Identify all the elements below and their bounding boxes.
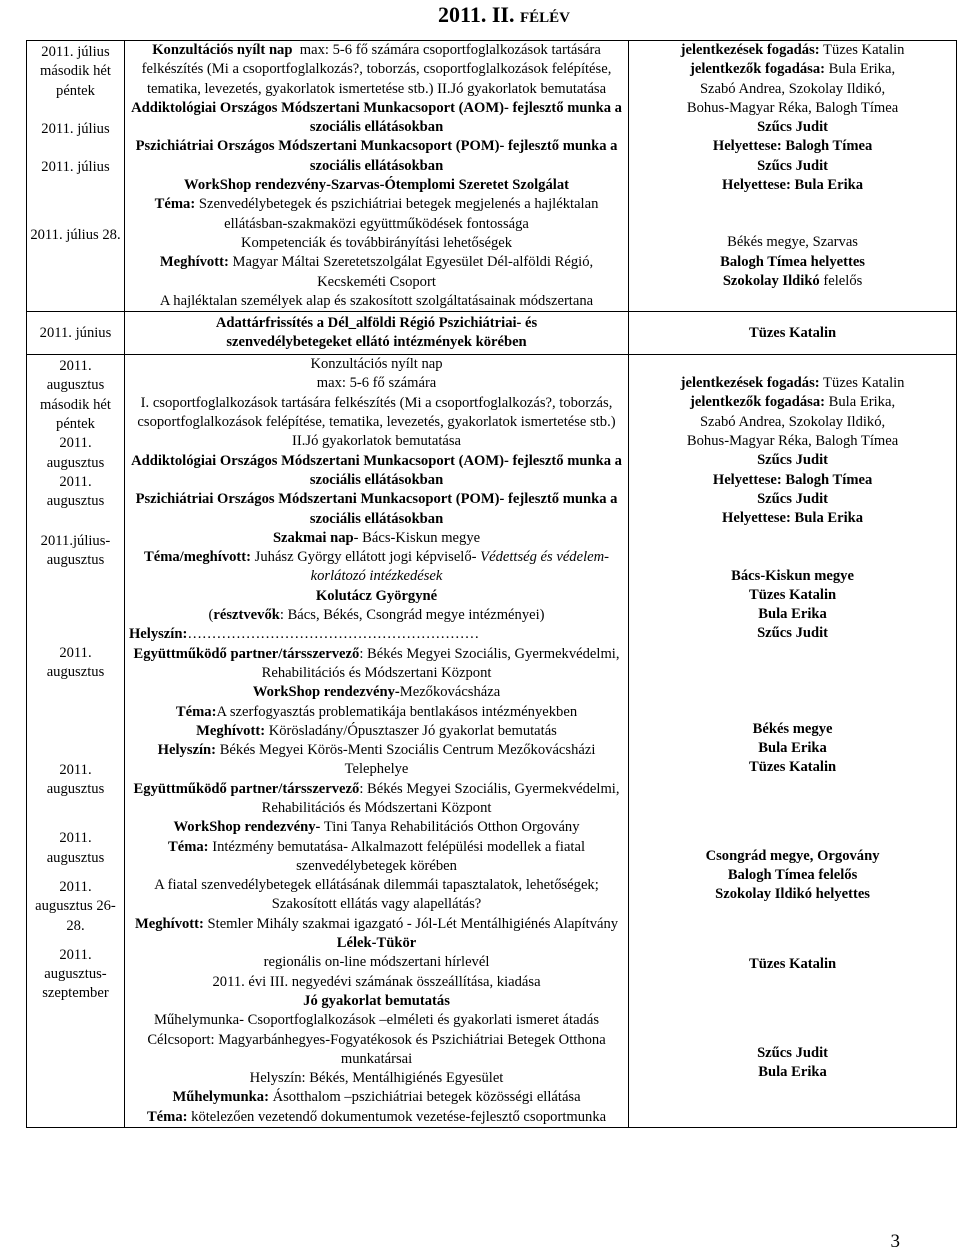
resp-name: Tüzes Katalin bbox=[748, 324, 837, 341]
consult-title: Konzultációs nyílt nap bbox=[152, 42, 293, 58]
aom-text: Addiktológiai Országos Módszertani Munkacsoport (AOM)- fejlesztő munka a szociális ellátásokban bbox=[131, 452, 622, 488]
ws2-title: WorkShop rendezvény- Tini Tanya Rehabilitációs Otthon Orgovány bbox=[173, 819, 580, 836]
tema-text: Szenvedélybetegek és pszichiátriai betegek megjelenés a hajléktalan ellátásban-szakmaközi együttműködések fontossága bbox=[198, 196, 599, 232]
resp-jo: Bula Erika bbox=[758, 1064, 827, 1081]
resp-szakmai: Bula Erika bbox=[758, 606, 827, 623]
resp-szakmai: Bács-Kiskun megye bbox=[731, 567, 854, 584]
consult-title: Konzultációs nyílt nap bbox=[310, 356, 443, 373]
table-row bbox=[27, 355, 957, 1128]
resp-aom-name: Szűcs Judit bbox=[757, 452, 829, 469]
consult-text: I. csoportfoglalkozások tartására felkészítés (Mi a csoportfoglalkozás?, toborzás, csoportfoglalkozások felépítése, tematika, levezetés, gyakorlatok ismertetése stb.) II.Jó gyakorlatok bemutatása bbox=[137, 394, 616, 450]
resp-ws-lead: Szokolay Ildikó felelős bbox=[722, 272, 863, 289]
resp-ws1: Bula Erika bbox=[758, 740, 827, 757]
activity-cell bbox=[124, 41, 628, 312]
resp-ws1: Tüzes Katalin bbox=[748, 759, 837, 776]
date-text: 2011. július bbox=[41, 159, 110, 176]
adattar-text: Adattárfrissítés a Dél_alföldi Régió Pszichiátriai- és szenvedélybetegeket ellátó intézmények körében bbox=[215, 314, 538, 351]
szakmai-partner: Együttműködő partner/társszervező: Békés Megyei Szociális, Gyermekvédelmi, Rehabilitációs és Módszertani Központ bbox=[133, 645, 620, 681]
lelek-sub: regionális on-line módszertani hírlevél bbox=[263, 954, 490, 971]
resp-ws2: Csongrád megye, Orgovány bbox=[705, 847, 880, 864]
date-cell bbox=[27, 312, 125, 355]
resp-ws2: Balogh Tímea felelős bbox=[727, 866, 858, 883]
pom-text: Pszichiátriai Országos Módszertani Munkacsoport (POM)- fejlesztő munka a szociális ellátásokban bbox=[135, 138, 618, 174]
date-cell bbox=[27, 41, 125, 312]
resp-ws1: Békés megye bbox=[752, 720, 833, 737]
ws1-partner: Együttműködő partner/társszervező: Békés Megyei Szociális, Gyermekvédelmi, Rehabilitációs és Módszertani Központ bbox=[133, 780, 620, 816]
page-heading bbox=[404, 0, 604, 33]
page-number: 3 bbox=[890, 1230, 900, 1252]
resp-ws-deputy: Balogh Tímea helyettes bbox=[720, 253, 865, 270]
resp-szakmai: Tüzes Katalin bbox=[748, 586, 837, 603]
resp-aom-deputy: Helyettese: Balogh Tímea bbox=[712, 138, 873, 155]
muhely-line: Műhelymunka: Ásotthalom –pszichiátriai betegek közösségi ellátása bbox=[172, 1089, 581, 1106]
tema-label: Téma: bbox=[154, 196, 196, 213]
jo-title: Jó gyakorlat bemutatás bbox=[303, 992, 450, 1009]
resp-line: Bohus-Magyar Réka, Balogh Tímea bbox=[686, 99, 899, 116]
workshop-tema bbox=[129, 195, 624, 234]
date-text: 2011. augusztus bbox=[46, 761, 105, 798]
heading-sub: FÉLÉV bbox=[519, 10, 570, 26]
resp-aom-name: Szűcs Judit bbox=[757, 119, 829, 136]
kolutacz-name: Kolutácz Györgyné bbox=[315, 587, 438, 604]
ws1-tema: Téma:A szerfogyasztás problematikája bentlakásos intézményekben bbox=[175, 703, 578, 720]
date-text: 2011. augusztus-szeptember bbox=[42, 946, 109, 1002]
date-text: 2011. augusztus 26-28. bbox=[35, 878, 116, 934]
lelek-detail: 2011. évi III. negyedévi számának összeállítása, kiadása bbox=[212, 973, 541, 990]
workshop-title: WorkShop rendezvény-Szarvas-Ótemplomi Szeretet Szolgálat bbox=[184, 177, 569, 194]
resp-line: jelentkezések fogadás: Tüzes Katalin bbox=[680, 42, 905, 58]
meghivott-text: Magyar Máltai Szeretetszolgálat Egyesület Dél-alföldi Régió, Kecskeméti Csoport bbox=[232, 254, 594, 290]
jo-celcsoport: Célcsoport: Magyarbánhegyes-Fogyatékosok és Pszichiátriai Betegek Otthona munkatársai bbox=[147, 1031, 606, 1067]
resp-ws-place: Békés megye, Szarvas bbox=[727, 234, 858, 251]
date-text: 2011. augusztus második hét péntek bbox=[40, 358, 111, 433]
schedule-table bbox=[26, 40, 957, 1128]
resp-pom-name: Szűcs Judit bbox=[757, 157, 829, 174]
resp-lelek: Tüzes Katalin bbox=[748, 955, 837, 972]
date-text: 2011. július 28. bbox=[30, 227, 121, 244]
date-text: 2011.július-augusztus bbox=[40, 532, 111, 568]
consult-max: max: 5-6 fő számára bbox=[316, 375, 437, 392]
resp-pom-deputy: Helyettese: Bula Erika bbox=[722, 510, 864, 527]
date-text: 2011. július második hét péntek bbox=[40, 44, 111, 99]
ws2-meghivott: Meghívott: Stemler Mihály szakmai igazgató - Jól-Lét Mentálhigiénés Alapítvány bbox=[134, 915, 619, 932]
resp-jo: Szűcs Judit bbox=[757, 1044, 829, 1061]
table-row bbox=[27, 41, 957, 312]
date-cell bbox=[27, 355, 125, 1128]
szakmai-tema: Téma/meghívott: Juhász György ellátott jogi képviselő- Védettség és védelem-korlátozó intézkedések bbox=[144, 549, 610, 585]
consult-text: max: 5-6 fő számára csoportfoglalkozások tartására felkészítés (Mi a csoportfoglalkozás?, toborzás, csoportfoglalkozások felépítése, tematika, levezetés, gyakorlatok ismertetése stb.) II.Jó gyakorlatok bemutatása bbox=[141, 42, 612, 97]
resp-line: Szabó Andrea, Szokolay Ildikó, bbox=[699, 80, 886, 97]
activity-cell bbox=[124, 312, 628, 355]
date-text: 2011. augusztus bbox=[46, 830, 105, 866]
aom-text: Addiktológiai Országos Módszertani Munkacsoport (AOM)- fejlesztő munka a szociális ellátásokban bbox=[131, 99, 622, 136]
ws1-title: WorkShop rendezvény-Mezőkovácsháza bbox=[252, 684, 501, 701]
resp-line: jelentkezők fogadása: Bula Erika, bbox=[690, 61, 896, 78]
resp-pom-name: Szűcs Judit bbox=[757, 490, 829, 507]
jo-helyszin: Helyszín: Békés, Mentálhigiénés Egyesület bbox=[249, 1070, 504, 1087]
resp-line: Szabó Andrea, Szokolay Ildikó, bbox=[699, 413, 886, 430]
lelek-title: Lélek-Tükör bbox=[336, 935, 417, 952]
responsible-cell bbox=[629, 41, 957, 312]
szakmai-nap: Szakmai nap- Bács-Kiskun megye bbox=[272, 529, 481, 546]
hajlektalan-text: A hajléktalan személyek alap és szakosított szolgáltatásainak módszertana bbox=[159, 292, 594, 309]
ws1-meghivott: Meghívott: Körösladány/Ópusztaszer Jó gyakorlat bemutatás bbox=[196, 722, 557, 739]
responsible-cell bbox=[629, 355, 957, 1128]
ws2-tema: Téma: Intézmény bemutatása- Alkalmazott felépülési modellek a fiatal szenvedélybetegek körében bbox=[168, 838, 586, 874]
jo-muhely: Műhelymunka- Csoportfoglalkozások –elméleti és gyakorlati ismeret átadás bbox=[154, 1012, 600, 1029]
date-text: 2011. augusztus bbox=[46, 473, 105, 510]
resp-aom-deputy: Helyettese: Balogh Tímea bbox=[712, 471, 873, 488]
workshop-meghivott bbox=[129, 253, 624, 292]
date-text: 2011. augusztus bbox=[46, 645, 105, 681]
resp-ws2: Szokolay Ildikó helyettes bbox=[715, 886, 870, 903]
resp-line: jelentkezők fogadása: Bula Erika, bbox=[690, 394, 896, 411]
date-text: 2011. június bbox=[39, 324, 112, 341]
heading-main: 2011. II. bbox=[438, 2, 515, 27]
consult-block bbox=[129, 41, 624, 99]
muhely-tema: Téma: kötelezően vezetendő dokumentumok vezetése-fejlesztő csoportmunka bbox=[146, 1108, 607, 1125]
activity-cell bbox=[124, 355, 628, 1128]
resp-szakmai: Szűcs Judit bbox=[757, 625, 829, 642]
resp-line: Bohus-Magyar Réka, Balogh Tímea bbox=[686, 433, 899, 450]
meghivott-label: Meghívott: bbox=[159, 254, 229, 271]
pom-text: Pszichiátriai Országos Módszertani Munkacsoport (POM)- fejlesztő munka a szociális ellátásokban bbox=[135, 491, 618, 527]
resp-pom-deputy: Helyettese: Bula Erika bbox=[722, 177, 864, 194]
kompetenciak-text: Kompetenciák és továbbirányítási lehetőségek bbox=[240, 234, 513, 251]
resp-line: jelentkezések fogadás: Tüzes Katalin bbox=[680, 375, 905, 392]
resztvevok: (résztvevők: Bács, Békés, Csongrád megye intézményei) bbox=[208, 607, 545, 624]
date-text: 2011. augusztus bbox=[46, 435, 105, 471]
ws2-extra: A fiatal szenvedélybetegek ellátásának dilemmái tapasztalatok, lehetőségek; Szakosított ellátás vagy alapellátás? bbox=[154, 877, 599, 913]
ws1-helyszin: Helyszín: Békés Megyei Körös-Menti Szociális Centrum Mezőkovácsházi Telephelye bbox=[157, 742, 596, 778]
responsible-cell bbox=[629, 312, 957, 355]
szakmai-helyszin: Helyszín:…………………………………………………… bbox=[128, 626, 480, 643]
date-text: 2011. július bbox=[41, 120, 110, 137]
table-row bbox=[27, 312, 957, 355]
